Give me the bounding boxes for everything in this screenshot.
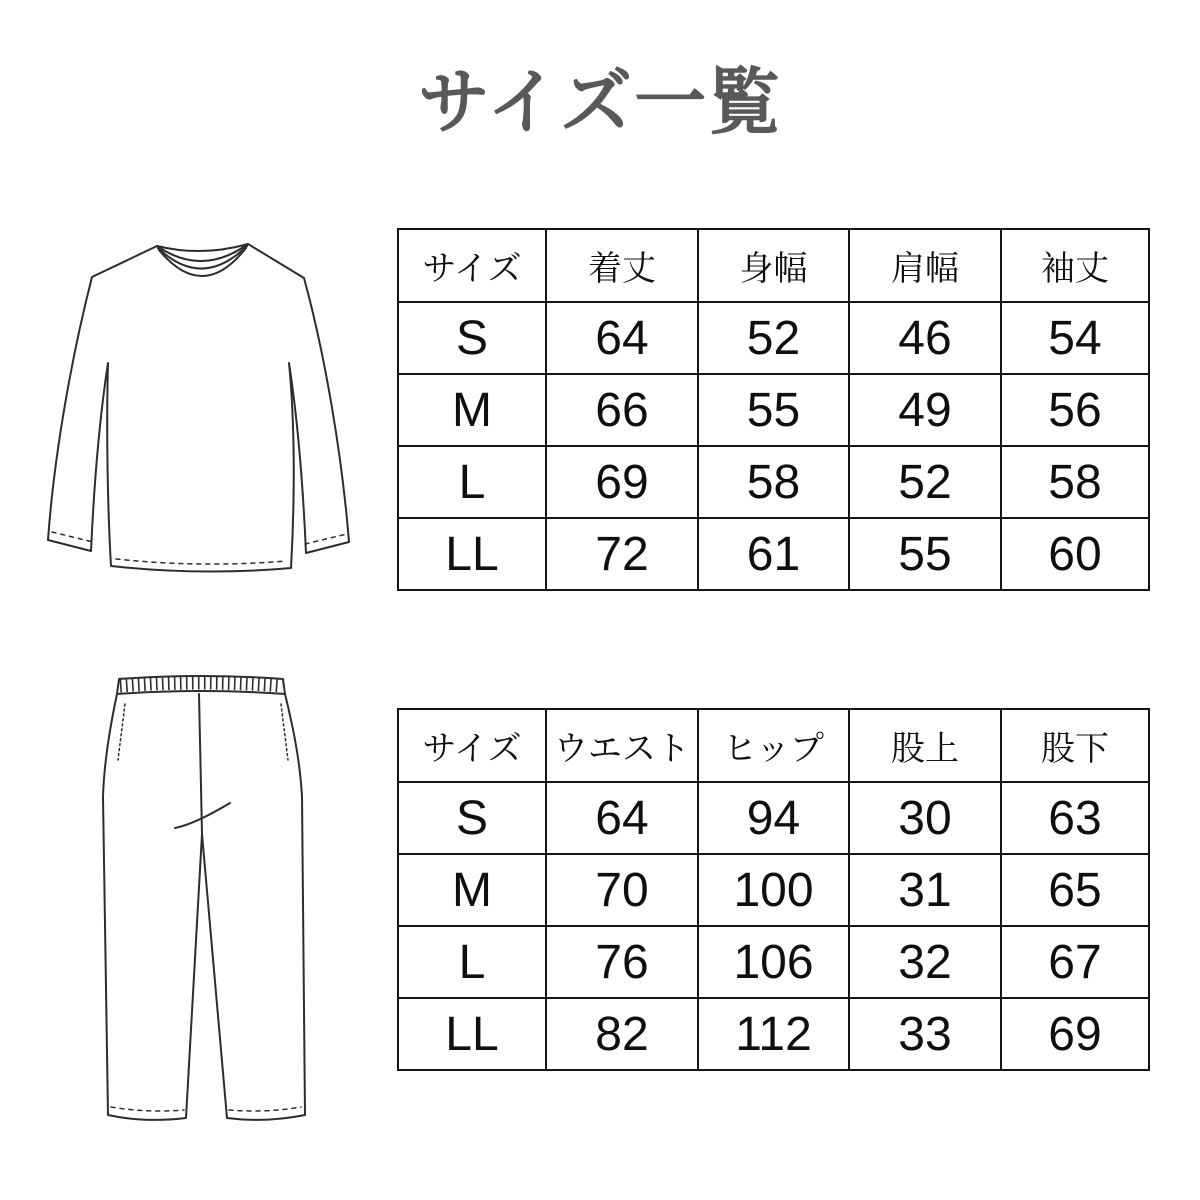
shirt-illustration: [42, 235, 352, 585]
measurement-value: 64: [546, 302, 698, 374]
measurement-value: 52: [849, 446, 1001, 518]
size-label: L: [398, 926, 546, 998]
measurement-value: 58: [1001, 446, 1149, 518]
tops-header-row: [398, 229, 1149, 302]
measurement-value: 100: [698, 854, 849, 926]
tops-header-body-length: 着丈: [546, 229, 698, 302]
measurement-value: 63: [1001, 782, 1149, 854]
size-label: S: [398, 302, 546, 374]
table-row: [398, 998, 1149, 1070]
bottoms-header-size: サイズ: [398, 709, 546, 782]
table-row: [398, 782, 1149, 854]
size-label: L: [398, 446, 546, 518]
measurement-value: 82: [546, 998, 698, 1070]
measurement-value: 56: [1001, 374, 1149, 446]
measurement-value: 72: [546, 518, 698, 590]
measurement-value: 69: [546, 446, 698, 518]
page-title: サイズ一覧: [417, 63, 783, 143]
table-row: [398, 302, 1149, 374]
measurement-value: 54: [1001, 302, 1149, 374]
tops-size-table: [397, 228, 1150, 591]
measurement-value: 65: [1001, 854, 1149, 926]
table-row: [398, 446, 1149, 518]
measurement-value: 55: [698, 374, 849, 446]
table-row: [398, 518, 1149, 590]
measurement-value: 32: [849, 926, 1001, 998]
measurement-value: 49: [849, 374, 1001, 446]
measurement-value: 67: [1001, 926, 1149, 998]
size-label: M: [398, 854, 546, 926]
table-row: [398, 374, 1149, 446]
size-label: S: [398, 782, 546, 854]
measurement-value: 52: [698, 302, 849, 374]
size-label: LL: [398, 998, 546, 1070]
measurement-value: 60: [1001, 518, 1149, 590]
pants-illustration: [95, 672, 310, 1132]
measurement-value: 61: [698, 518, 849, 590]
bottoms-header-rise: 股上: [849, 709, 1001, 782]
bottoms-header-hip: ヒップ: [698, 709, 849, 782]
measurement-value: 64: [546, 782, 698, 854]
tops-header-size: サイズ: [398, 229, 546, 302]
pants-icon: [95, 672, 310, 1127]
table-row: [398, 854, 1149, 926]
measurement-value: 33: [849, 998, 1001, 1070]
tops-header-shoulder-width: 肩幅: [849, 229, 1001, 302]
long-sleeve-shirt-icon: [42, 235, 352, 580]
measurement-value: 69: [1001, 998, 1149, 1070]
measurement-value: 58: [698, 446, 849, 518]
measurement-value: 112: [698, 998, 849, 1070]
bottoms-header-inseam: 股下: [1001, 709, 1149, 782]
measurement-value: 66: [546, 374, 698, 446]
size-label: LL: [398, 518, 546, 590]
size-label: M: [398, 374, 546, 446]
bottoms-header-waist: ウエスト: [546, 709, 698, 782]
measurement-value: 94: [698, 782, 849, 854]
measurement-value: 31: [849, 854, 1001, 926]
measurement-value: 76: [546, 926, 698, 998]
tops-header-sleeve-length: 袖丈: [1001, 229, 1149, 302]
table-row: [398, 926, 1149, 998]
measurement-value: 106: [698, 926, 849, 998]
tops-header-body-width: 身幅: [698, 229, 849, 302]
measurement-value: 55: [849, 518, 1001, 590]
bottoms-size-table: [397, 708, 1150, 1071]
measurement-value: 46: [849, 302, 1001, 374]
bottoms-header-row: [398, 709, 1149, 782]
measurement-value: 70: [546, 854, 698, 926]
measurement-value: 30: [849, 782, 1001, 854]
